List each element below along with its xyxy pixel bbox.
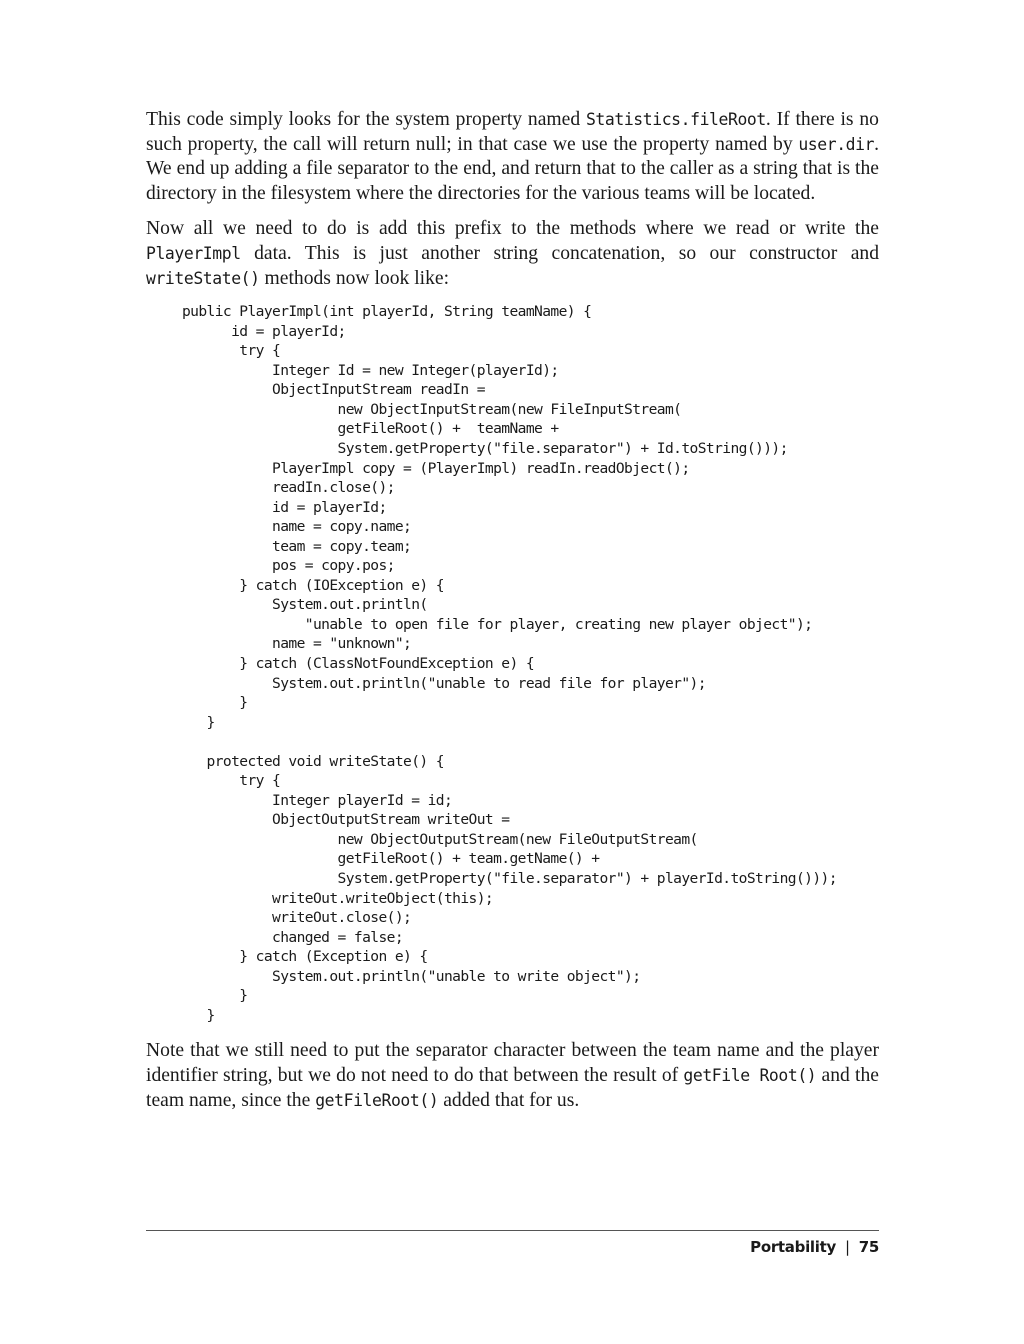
page-number: 75 xyxy=(858,1238,879,1256)
page-footer xyxy=(750,1238,879,1256)
text-run: . If there is no such property, the call will return null; in that case we use the property named by xyxy=(146,109,879,155)
text-run: methods now look like: xyxy=(259,267,450,289)
inline-code: Statistics.fileRoot xyxy=(585,110,766,129)
inline-code: getFile Root() xyxy=(683,1065,817,1085)
page-body xyxy=(146,108,879,1124)
text-run: data. This is just another string concatenation, so our constructor and xyxy=(240,242,879,264)
text-run: Now all we need to do is add this prefix to the methods where we read or write the xyxy=(146,218,879,240)
code-listing: public PlayerImpl(int playerId, String teamName) { id = playerId; try { Integer Id = new Integer(playerId); ObjectInputStream readIn = new ObjectInputStream(new FileInputStream( getFileRoot() + teamName + System.getProperty("file.separator") + Id.toString())); PlayerImpl copy = (PlayerImpl) readIn.readObject(); readIn.close(); id = playerId; name = copy.name; team = copy.team; pos = copy.pos; } catch (IOException e) { System.out.println( "unable to open file for player, creating new player object"); name = "unknown"; } catch (ClassNotFoundException e) { System.out.println("unable to read file for player"); } } protected void writeState() { try { Integer playerId = id; ObjectOutputStream writeOut = new ObjectOutputStream(new FileOutputStream( getFileRoot() + team.getName() + System.getProperty("file.separator") + playerId.toString())); writeOut.writeObject(this); writeOut.close(); changed = false; } catch (Exception e) { System.out.println("unable to write object"); } } xyxy=(182,303,837,1024)
text-run: This code simply looks for the system property named xyxy=(146,109,586,130)
inline-code: user.dir xyxy=(798,134,875,154)
text-run: . We end up adding a file separator to the end, and return that to the caller as a string that is the directory in the filesystem where the directories for the various teams will be located. xyxy=(146,133,879,204)
footer-rule xyxy=(146,1230,879,1231)
footer-section: Portability xyxy=(750,1238,836,1256)
inline-code: writeState() xyxy=(146,268,260,288)
paragraph-intro xyxy=(146,108,879,206)
text-run: and the team name, since the xyxy=(146,1064,879,1111)
inline-code: PlayerImpl xyxy=(146,243,241,263)
paragraph-note xyxy=(146,1039,879,1113)
footer-separator: | xyxy=(844,1238,850,1256)
paragraph-prefix xyxy=(146,217,879,291)
text-run: added that for us. xyxy=(438,1089,580,1111)
text-run: Note that we still need to put the separator character between the team name and the player identifier string, but we do not need to do that between the result of xyxy=(146,1040,879,1086)
inline-code: getFileRoot() xyxy=(315,1090,439,1110)
